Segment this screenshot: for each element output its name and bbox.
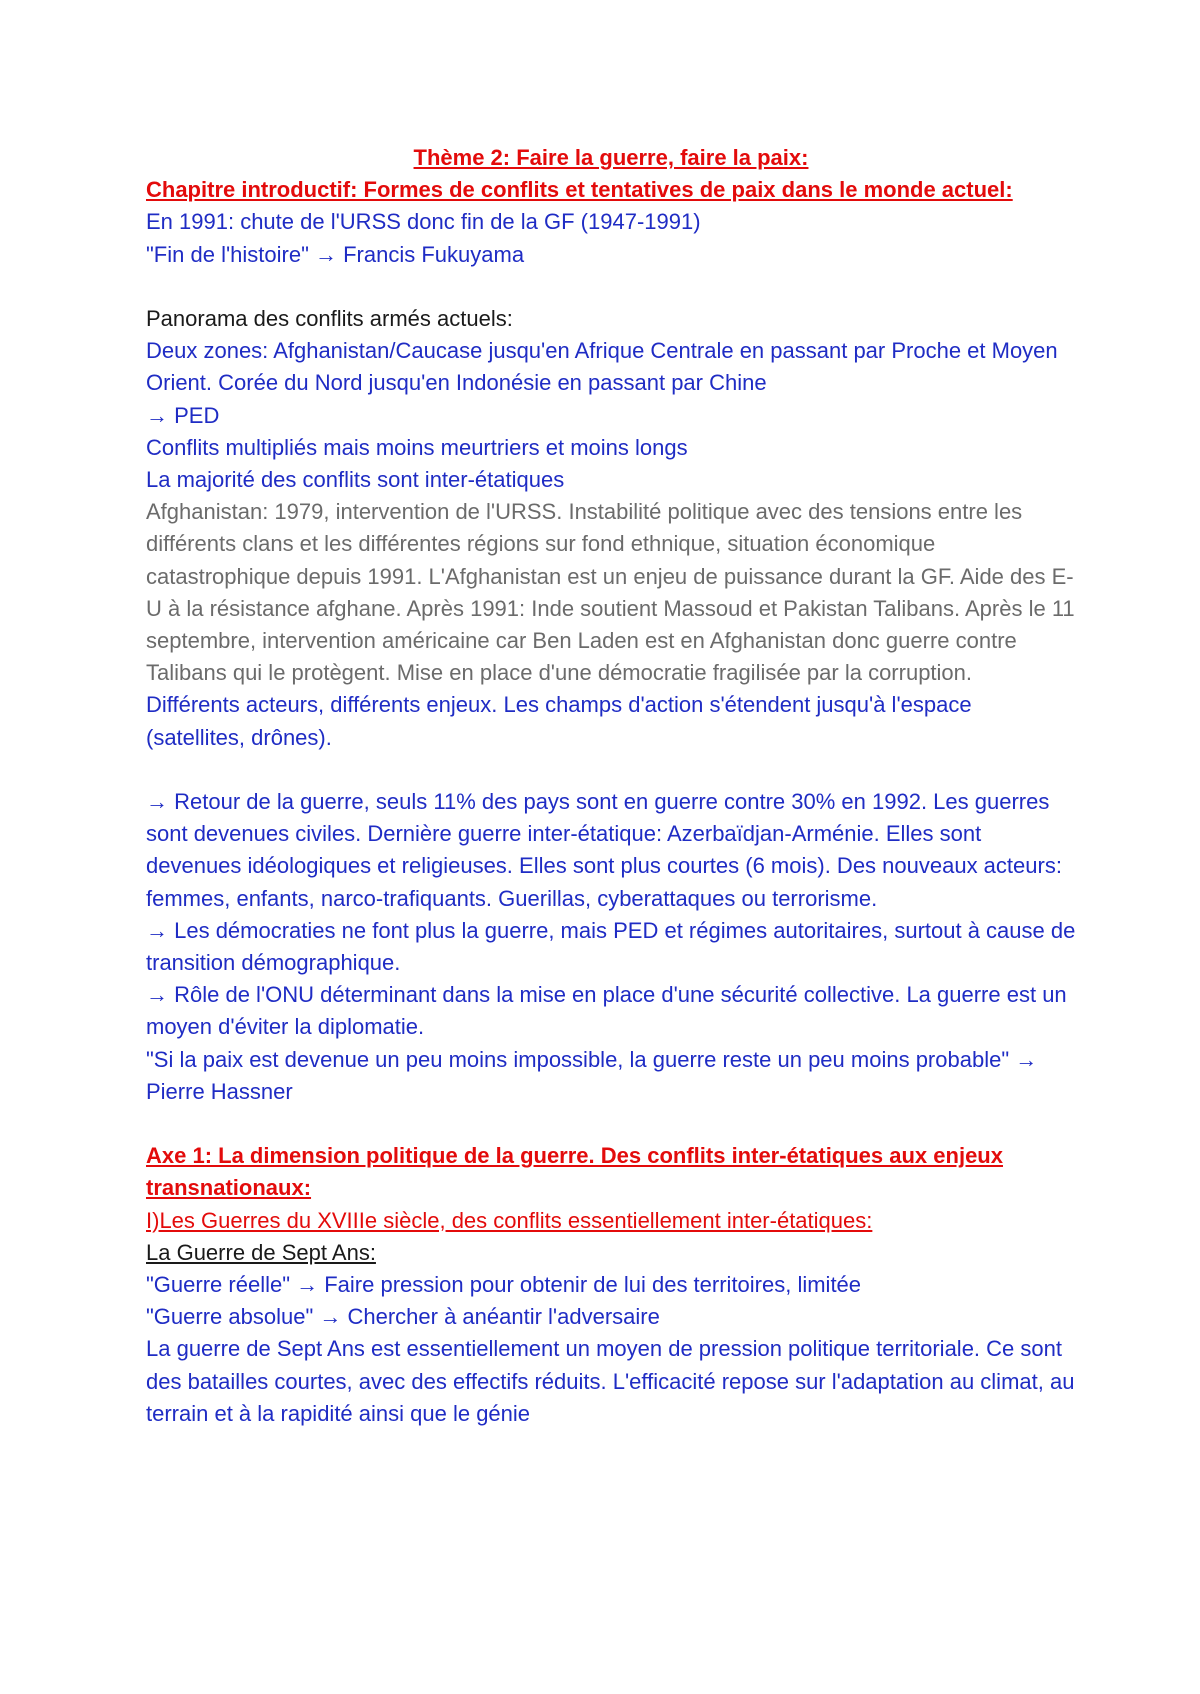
theme-title: Thème 2: Faire la guerre, faire la paix: — [413, 145, 809, 170]
conclusion-paragraph: → Rôle de l'ONU déterminant dans la mise en place d'une sécurité collective. La guerre est un moyen d'éviter la diplomatie. — [146, 982, 1067, 1040]
document-page — [146, 142, 1076, 1430]
final-paragraph: La guerre de Sept Ans est essentiellement un moyen de pression politique territoriale. Ce sont des batailles courtes, avec des effectifs réduits. L'efficacité repose sur l'adaptation au climat, au terrain et à la rapidité ainsi que le génie — [146, 1336, 1075, 1426]
spacer — [146, 1108, 1076, 1140]
spacer — [146, 754, 1076, 786]
section-title: I)Les Guerres du XVIIIe siècle, des conflits essentiellement inter-étatiques: — [146, 1207, 873, 1233]
afghanistan-paragraph: Afghanistan: 1979, intervention de l'URSS. Instabilité politique avec des tensions entre les différents clans et les différentes régions sur fond ethnique, situation économique catastrophique depuis 1991. L'Afghanistan est un enjeu de puissance durant la GF. Aide des E-U à la résistance afghane. Après 1991: Inde soutient Massoud et Pakistan Talibans. Après le 11 septembre, intervention américaine car Ben Laden est en Afghanistan donc guerre contre Talibans qui le protègent. Mise en place d'une démocratie fragilisée par la corruption. — [146, 499, 1075, 686]
intro-line: "Fin de l'histoire" → Francis Fukuyama — [146, 241, 525, 267]
panorama-line: → PED — [146, 402, 220, 428]
panorama-heading: Panorama des conflits armés actuels: — [146, 306, 513, 331]
panorama-line: Deux zones: Afghanistan/Caucase jusqu'en Afrique Centrale en passant par Proche et Moyen Orient. Corée du Nord jusqu'en Indonésie en passant par Chine — [146, 338, 1058, 396]
subsection-title: La Guerre de Sept Ans: — [146, 1239, 376, 1265]
definition-line: "Guerre absolue" → Chercher à anéantir l'adversaire — [146, 1304, 660, 1330]
spacer — [146, 271, 1076, 303]
conclusion-paragraph: → Les démocraties ne font plus la guerre, mais PED et régimes autoritaires, surtout à cause de transition démographique. — [146, 917, 1076, 976]
panorama-line: Conflits multipliés mais moins meurtriers et moins longs — [146, 434, 688, 460]
definition-line: "Guerre réelle" → Faire pression pour obtenir de lui des territoires, limitée — [146, 1272, 862, 1298]
quote-paragraph: "Si la paix est devenue un peu moins impossible, la guerre reste un peu moins probable" → Pierre Hassner — [146, 1046, 1038, 1104]
axe-title: Axe 1: La dimension politique de la guerre. Des conflits inter-étatiques aux enjeux transnationaux: — [146, 1143, 1003, 1201]
chapter-title: Chapitre introductif: Formes de conflits et tentatives de paix dans le monde actuel: — [146, 177, 1013, 203]
intro-line: En 1991: chute de l'URSS donc fin de la GF (1947-1991) — [146, 209, 701, 235]
conclusion-paragraph: → Retour de la guerre, seuls 11% des pays sont en guerre contre 30% en 1992. Les guerres sont devenues civiles. Dernière guerre inter-étatique: Azerbaïdjan-Arménie. Elles sont devenues idéologiques et religieuses. Elles sont plus courtes (6 mois). Des nouveaux acteurs: femmes, enfants, narco-trafiquants. Guerillas, cyberattaques ou terrorisme. — [146, 789, 1062, 911]
actors-paragraph: Différents acteurs, différents enjeux. Les champs d'action s'étendent jusqu'à l'espace (satellites, drônes). — [146, 692, 972, 750]
panorama-line: La majorité des conflits sont inter-étatiques — [146, 467, 565, 493]
